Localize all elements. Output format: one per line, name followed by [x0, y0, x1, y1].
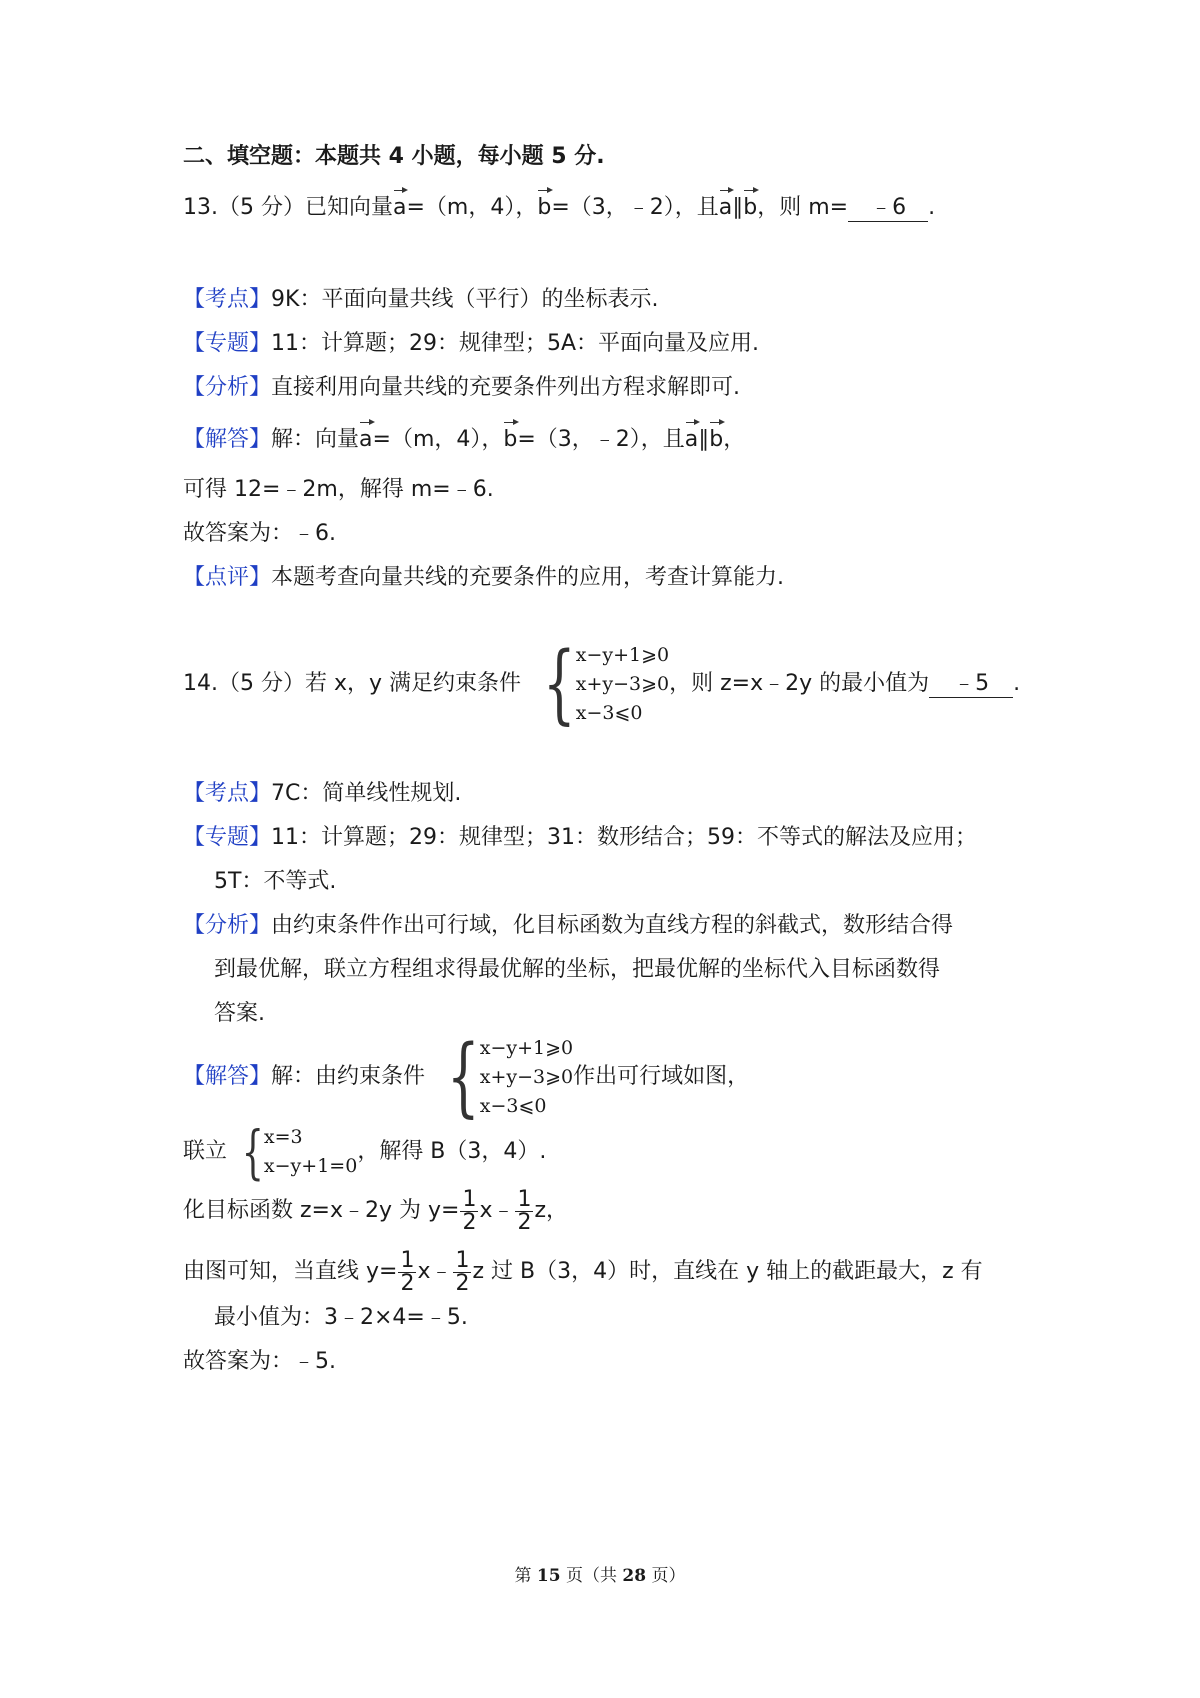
fraction: [453, 1247, 471, 1296]
vector-a: a: [359, 425, 372, 455]
zhuanti-tag: 【专题】: [183, 331, 272, 356]
q13-jieda-row: [183, 425, 745, 455]
fraction-denominator: 2: [462, 1209, 477, 1235]
q13-answer-line: 故答案为：﹣6.: [183, 521, 336, 546]
left-brace-icon: {: [446, 1027, 480, 1127]
q13-vector-b-value: =（3，﹣2），且: [517, 427, 685, 452]
constraint-row: x+y−3⩾0: [575, 672, 670, 695]
q14-jieda-prefix: 解：由约束条件: [271, 1064, 426, 1089]
q14-zhuanti-continued: 5T：不等式.: [214, 869, 337, 894]
constraint-row: x−y+1⩾0: [575, 643, 670, 666]
q13-vector-a-value: =（m，4），: [406, 195, 538, 220]
fenxi-tag: 【分析】: [183, 375, 272, 400]
jieda-tag: 【解答】: [183, 1064, 272, 1089]
zhuanti-tag: 【专题】: [183, 825, 272, 850]
q14-zhuanti-row: [183, 823, 977, 853]
q14-answer-line: 故答案为：﹣5.: [183, 1349, 336, 1374]
q13-dianping-row: [183, 563, 784, 593]
page-footer: [0, 1561, 1200, 1586]
q14-objective-suffix: z，: [534, 1198, 569, 1223]
q14-lianli-prefix: 联立: [183, 1139, 228, 1164]
kaodian-tag: 【考点】: [183, 287, 272, 312]
jieda-tag: 【解答】: [183, 427, 272, 452]
q14-fenxi-continued: 答案.: [214, 1001, 265, 1026]
equation-system: [227, 1118, 358, 1186]
q14-reasoning-suffix: z 过 B（3，4）时，直线在 y 轴上的截距最大，z 有: [472, 1259, 983, 1284]
q14-jieda-suffix: 作出可行域如图，: [573, 1064, 750, 1089]
q14-reasoning-mid: x﹣: [417, 1259, 453, 1284]
q14-objective-mid: x﹣: [479, 1198, 515, 1223]
q14-objective-prefix: 化目标函数 z=x﹣2y 为 y=: [183, 1198, 460, 1223]
constraint-system: [521, 634, 670, 734]
kaodian-tag: 【考点】: [183, 781, 272, 806]
q13-fenxi-text: 直接利用向量共线的充要条件列出方程求解即可.: [271, 375, 741, 400]
q14-graph-reasoning-row: [183, 1244, 983, 1300]
q14-lianli-suffix: ，解得 B（3，4）.: [357, 1139, 547, 1164]
q14-fenxi-text: 由约束条件作出可行域，化目标函数为直线方程的斜截式，数形结合得: [271, 913, 954, 938]
dianping-tag: 【点评】: [183, 565, 272, 590]
vector-b: b: [503, 425, 517, 455]
vector-a: a: [719, 193, 732, 223]
q14-fenxi-continued: 到最优解，联立方程组求得最优解的坐标，把最优解的坐标代入目标函数得: [214, 957, 941, 982]
section-title: 二、填空题：本题共 4 小题，每小题 5 分.: [183, 144, 605, 169]
page-number: 15: [536, 1566, 561, 1586]
footer-suffix: 页）: [651, 1566, 686, 1586]
q14-kaodian-row: [183, 779, 461, 809]
constraint-row: x−y+1⩾0: [479, 1036, 574, 1059]
fraction: [460, 1186, 478, 1235]
fraction-denominator: 2: [400, 1270, 415, 1296]
q14-min-value-line: 最小值为：3﹣2×4=﹣5.: [214, 1305, 468, 1330]
q13-end-period: .: [928, 195, 936, 220]
q14-zhuanti-text: 11：计算题；29：规律型；31：数形结合；59：不等式的解法及应用；: [271, 825, 977, 850]
constraint-row: x−3⩽0: [575, 701, 643, 724]
constraint-row: x+y−3⩾0: [479, 1065, 574, 1088]
q13-dianping-text: 本题考查向量共线的充要条件的应用，考查计算能力.: [271, 565, 785, 590]
total-pages: 28: [622, 1566, 647, 1586]
q13-vector-b-value: =（3，﹣2），且: [551, 195, 719, 220]
fraction: [398, 1247, 416, 1296]
parallel-symbol: ∥: [698, 427, 710, 452]
q13-stem-prefix: 13.（5 分）已知向量: [183, 195, 393, 220]
q14-reasoning-prefix: 由图可知，当直线 y=: [183, 1259, 398, 1284]
q13-zhuanti-row: [183, 329, 759, 359]
constraint-system: [425, 1027, 574, 1127]
footer-prefix: 第: [514, 1566, 532, 1586]
q14-stem-suffix: ，则 z=x﹣2y 的最小值为: [669, 671, 930, 696]
q14-answer-blank: ﹣5: [929, 671, 1013, 698]
constraint-row: x−3⩽0: [479, 1094, 547, 1117]
q14-lianli-row: [183, 1119, 546, 1185]
q13-kaodian-text: 9K：平面向量共线（平行）的坐标表示.: [271, 287, 659, 312]
left-brace-icon: {: [241, 1118, 264, 1186]
vector-a: a: [393, 193, 406, 223]
fraction-numerator: 1: [462, 1186, 477, 1212]
fraction-numerator: 1: [517, 1186, 532, 1212]
q14-fenxi-row: [183, 911, 953, 941]
q13-answer-blank: ﹣6: [848, 195, 928, 222]
vector-a: a: [685, 425, 698, 455]
q14-jieda-row: [183, 1027, 750, 1127]
q13-fenxi-row: [183, 373, 740, 403]
equation-row: x=3: [263, 1126, 303, 1148]
equation-row: x−y+1=0: [263, 1155, 358, 1177]
q13-stem-suffix: ，则 m=: [757, 195, 849, 220]
q13-jieda-prefix: 解：向量: [271, 427, 360, 452]
fenxi-tag: 【分析】: [183, 913, 272, 938]
question-13-stem: [183, 193, 935, 223]
vector-b: b: [709, 425, 723, 455]
question-14-stem: [183, 634, 1021, 734]
q14-stem-prefix: 14.（5 分）若 x，y 满足约束条件: [183, 671, 522, 696]
q13-jieda-end: ，: [723, 427, 746, 452]
fraction-denominator: 2: [517, 1209, 532, 1235]
q14-kaodian-text: 7C：简单线性规划.: [271, 781, 462, 806]
fraction-numerator: 1: [455, 1247, 470, 1273]
q14-end-period: .: [1013, 671, 1021, 696]
left-brace-icon: {: [542, 634, 576, 734]
q13-kaodian-row: [183, 285, 658, 315]
q13-zhuanti-text: 11：计算题；29：规律型；5A：平面向量及应用.: [271, 331, 760, 356]
parallel-symbol: ∥: [732, 195, 744, 220]
vector-b: b: [743, 193, 757, 223]
q13-vector-a-value: =（m，4），: [372, 427, 504, 452]
footer-middle: 页（共: [566, 1566, 617, 1586]
vector-b: b: [537, 193, 551, 223]
q14-objective-row: [183, 1183, 568, 1239]
fraction-numerator: 1: [400, 1247, 415, 1273]
fraction: [515, 1186, 533, 1235]
q13-solution-line-2: 可得 12=﹣2m，解得 m=﹣6.: [183, 477, 494, 502]
fraction-denominator: 2: [455, 1270, 470, 1296]
